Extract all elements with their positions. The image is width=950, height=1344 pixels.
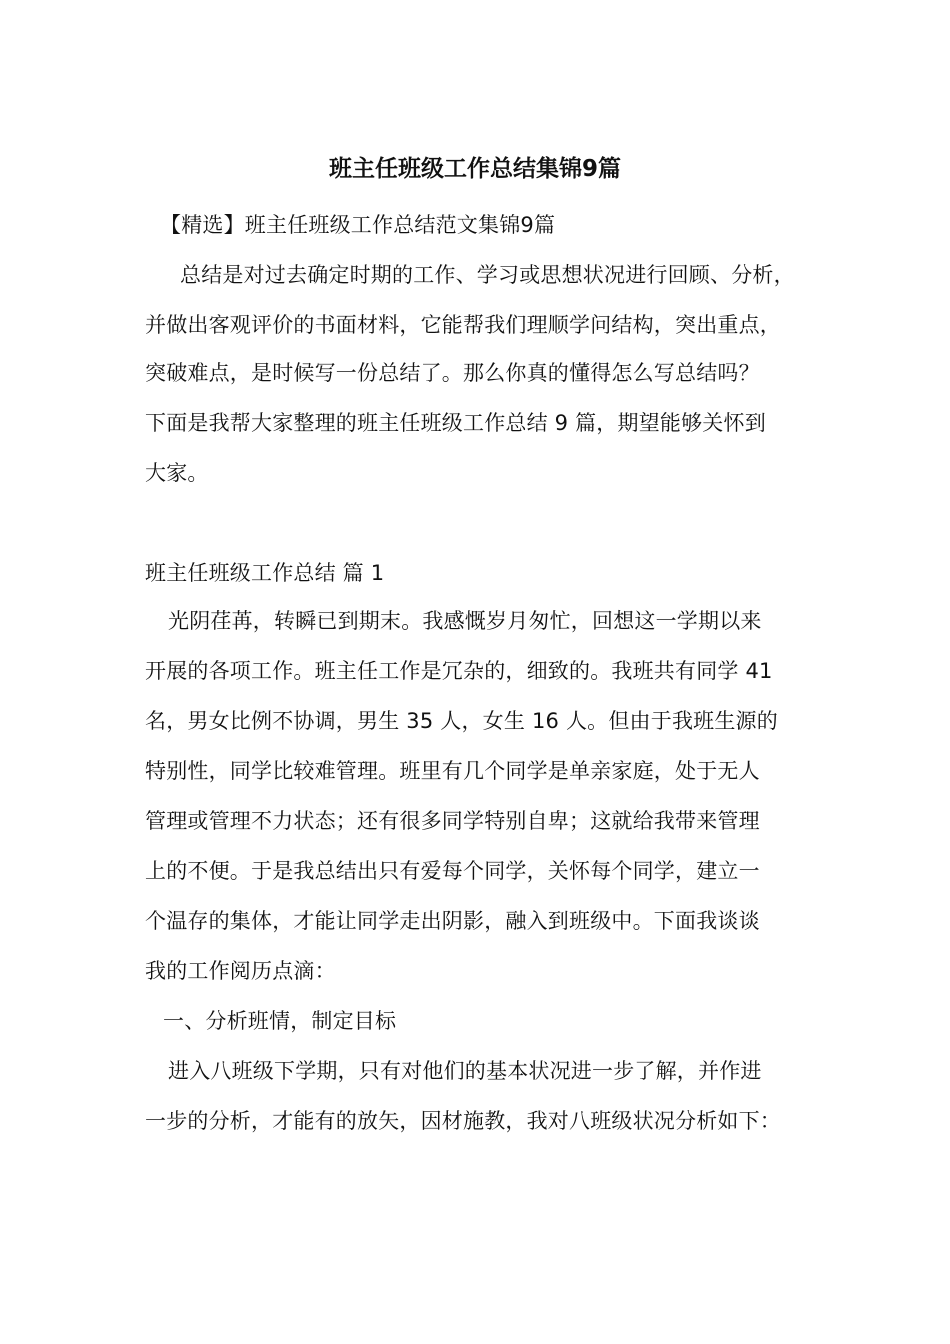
body-line: 名，男女比例不协调，男生 35 人，女生 16 人。但由于我班生源的 [145, 709, 778, 733]
document-subtitle: 【精选】班主任班级工作总结范文集锦9篇 [160, 213, 556, 237]
body-line: 光阴荏苒，转瞬已到期末。我感慨岁月匆忙，回想这一学期以来 [168, 609, 762, 633]
body-line: 我的工作阅历点滴： [145, 959, 336, 983]
intro-line: 总结是对过去确定时期的工作、学习或思想状况进行回顾、分析， [180, 263, 795, 287]
body-line: 开展的各项工作。班主任工作是冗杂的，细致的。我班共有同学 41 [145, 659, 773, 683]
section-heading: 班主任班级工作总结 篇 1 [145, 561, 385, 585]
body-line: 特别性，同学比较难管理。班里有几个同学是单亲家庭，处于无人 [145, 759, 760, 783]
subheading: 一、分析班情，制定目标 [163, 1009, 397, 1033]
intro-line: 下面是我帮大家整理的班主任班级工作总结 9 篇，期望能够关怀到 [145, 411, 766, 435]
intro-line: 大家。 [145, 461, 209, 485]
analysis-line: 进入八班级下学期，只有对他们的基本状况进一步了解，并作进 [168, 1059, 762, 1083]
analysis-line: 一步的分析，才能有的放矢，因材施教，我对八班级状况分析如下： [145, 1109, 781, 1133]
body-line: 个温存的集体，才能让同学走出阴影，融入到班级中。下面我谈谈 [145, 909, 760, 933]
body-line: 管理或管理不力状态；还有很多同学特别自卑；这就给我带来管理 [145, 809, 760, 833]
intro-line: 并做出客观评价的书面材料，它能帮我们理顺学问结构，突出重点， [145, 313, 781, 337]
document-title: 班主任班级工作总结集锦9篇 [328, 156, 621, 182]
intro-line: 突破难点，是时候写一份总结了。那么你真的懂得怎么写总结吗？ [145, 361, 760, 385]
body-line: 上的不便。于是我总结出只有爱每个同学，关怀每个同学，建立一 [145, 859, 760, 883]
